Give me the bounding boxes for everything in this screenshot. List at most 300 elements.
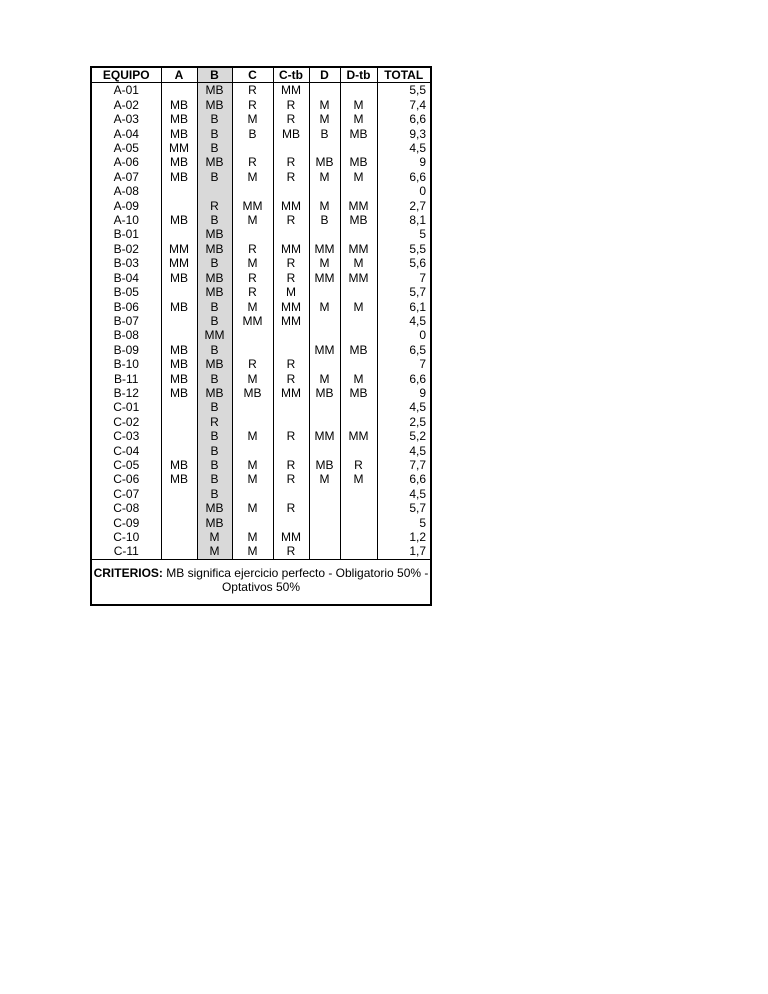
cell-d-tb: MM xyxy=(340,271,377,285)
cell-equipo: B-06 xyxy=(92,300,161,314)
table-row xyxy=(92,328,430,342)
cell-d: M xyxy=(309,98,340,112)
cell-c: MM xyxy=(232,199,273,213)
cell-total: 5 xyxy=(419,515,426,530)
cell-d-tb xyxy=(340,516,377,530)
cell-a: MB xyxy=(161,300,197,314)
table-row xyxy=(92,213,430,227)
cell-total: 6,6 xyxy=(409,472,426,487)
table-row xyxy=(92,98,430,112)
cell-d xyxy=(309,184,340,198)
cell-c: MB xyxy=(232,386,273,400)
cell-a xyxy=(161,227,197,241)
cell-a xyxy=(161,501,197,515)
cell-c: M xyxy=(232,429,273,443)
cell-d: MM xyxy=(309,429,340,443)
table-row xyxy=(92,256,430,270)
cell-c xyxy=(232,516,273,530)
cell-b: MB xyxy=(197,285,232,299)
cell-d-tb: M xyxy=(340,256,377,270)
cell-c: M xyxy=(232,458,273,472)
column-header-c-tb: C-tb xyxy=(273,68,309,83)
cell-d: MM xyxy=(309,271,340,285)
table-row xyxy=(92,170,430,184)
cell-a: MB xyxy=(161,386,197,400)
cell-total: 5,5 xyxy=(409,241,426,256)
cell-a: MB xyxy=(161,112,197,126)
cell-b: B xyxy=(197,472,232,486)
cell-total: 5,6 xyxy=(409,256,426,271)
cell-b: B xyxy=(197,170,232,184)
column-header-b: B xyxy=(197,68,232,83)
cell-c-tb: MM xyxy=(273,314,309,328)
cell-total: 1,7 xyxy=(377,544,430,559)
grades-sheet xyxy=(90,66,432,606)
cell-c-tb: MM xyxy=(273,242,309,256)
cell-equipo: A-02 xyxy=(92,98,161,112)
table-row xyxy=(92,155,430,169)
cell-equipo: A-04 xyxy=(92,127,161,141)
cell-total: 4,5 xyxy=(409,400,426,415)
cell-equipo: A-06 xyxy=(92,155,161,169)
table-row xyxy=(92,112,430,126)
cell-d: M xyxy=(309,170,340,184)
cell-d-tb xyxy=(340,415,377,429)
cell-total: 9 xyxy=(419,155,426,170)
cell-c xyxy=(232,227,273,241)
criteria-text: MB significa ejercicio perfecto - Obligatorio 50% - Optativos 50% xyxy=(166,566,429,594)
cell-equipo: C-07 xyxy=(92,487,161,501)
cell-total: 5,7 xyxy=(409,285,426,300)
cell-c: M xyxy=(232,170,273,184)
cell-c xyxy=(232,343,273,357)
table-row xyxy=(92,487,430,501)
cell-c xyxy=(232,400,273,414)
cell-c-tb xyxy=(273,487,309,501)
cell-d xyxy=(309,83,340,98)
cell-c-tb: MM xyxy=(273,530,309,544)
cell-equipo: B-05 xyxy=(92,285,161,299)
cell-a: MB xyxy=(161,213,197,227)
cell-total: 4,5 xyxy=(409,443,426,458)
cell-a: MB xyxy=(161,98,197,112)
cell-c xyxy=(232,184,273,198)
cell-d-tb xyxy=(340,544,377,559)
cell-d-tb xyxy=(340,184,377,198)
table-row xyxy=(92,83,430,98)
cell-total: 5,7 xyxy=(409,501,426,516)
table-row xyxy=(92,458,430,472)
cell-d-tb: MM xyxy=(340,429,377,443)
cell-b: R xyxy=(197,415,232,429)
cell-c-tb: R xyxy=(273,357,309,371)
cell-d-tb xyxy=(340,314,377,328)
cell-d: M xyxy=(309,199,340,213)
cell-total: 1,2 xyxy=(409,530,426,544)
cell-a xyxy=(161,516,197,530)
cell-total: 0 xyxy=(419,184,426,199)
cell-total: 6,6 xyxy=(409,112,426,127)
cell-d-tb xyxy=(340,285,377,299)
cell-d-tb xyxy=(340,357,377,371)
cell-c-tb: MB xyxy=(273,127,309,141)
cell-equipo: A-01 xyxy=(92,83,161,98)
cell-d-tb: M xyxy=(340,112,377,126)
cell-total: 0 xyxy=(419,328,426,343)
cell-total: 5,2 xyxy=(409,429,426,444)
column-header-d-tb: D-tb xyxy=(340,68,377,83)
grades-body xyxy=(92,83,430,559)
cell-c-tb: R xyxy=(273,458,309,472)
cell-d xyxy=(309,487,340,501)
table-row xyxy=(92,199,430,213)
cell-a xyxy=(161,444,197,458)
column-header-d: D xyxy=(309,68,340,83)
cell-b: B xyxy=(197,429,232,443)
cell-d xyxy=(309,314,340,328)
cell-d-tb: M xyxy=(340,300,377,314)
cell-c: R xyxy=(232,242,273,256)
cell-d xyxy=(309,357,340,371)
cell-c-tb xyxy=(273,227,309,241)
cell-c-tb: R xyxy=(273,256,309,270)
cell-b: MB xyxy=(197,227,232,241)
cell-total: 4,5 xyxy=(409,141,426,156)
cell-equipo: B-10 xyxy=(92,357,161,371)
cell-d-tb xyxy=(340,444,377,458)
cell-d xyxy=(309,285,340,299)
cell-equipo: C-09 xyxy=(92,516,161,530)
cell-b: B xyxy=(197,112,232,126)
cell-d: MB xyxy=(309,155,340,169)
cell-b: B xyxy=(197,127,232,141)
cell-equipo: A-05 xyxy=(92,141,161,155)
cell-a: MB xyxy=(161,357,197,371)
cell-d-tb: MM xyxy=(340,199,377,213)
cell-d: MB xyxy=(309,386,340,400)
table-row xyxy=(92,530,430,544)
table-row xyxy=(92,285,430,299)
cell-d-tb: MB xyxy=(340,343,377,357)
cell-c-tb: R xyxy=(273,170,309,184)
cell-b: B xyxy=(197,458,232,472)
cell-d xyxy=(309,544,340,559)
table-row xyxy=(92,141,430,155)
cell-a xyxy=(161,487,197,501)
cell-equipo: B-07 xyxy=(92,314,161,328)
cell-equipo: B-03 xyxy=(92,256,161,270)
cell-equipo: A-09 xyxy=(92,199,161,213)
cell-b: B xyxy=(197,343,232,357)
cell-b: MB xyxy=(197,357,232,371)
cell-a xyxy=(161,184,197,198)
cell-c: R xyxy=(232,357,273,371)
cell-equipo: C-05 xyxy=(92,458,161,472)
cell-equipo: A-03 xyxy=(92,112,161,126)
cell-b: MB xyxy=(197,516,232,530)
cell-b: R xyxy=(197,199,232,213)
cell-c: B xyxy=(232,127,273,141)
table-row xyxy=(92,501,430,515)
cell-d xyxy=(309,444,340,458)
table-row xyxy=(92,314,430,328)
cell-c: MM xyxy=(232,314,273,328)
cell-c-tb: R xyxy=(273,213,309,227)
cell-b: B xyxy=(197,314,232,328)
cell-a xyxy=(161,199,197,213)
cell-c xyxy=(232,328,273,342)
cell-c: R xyxy=(232,271,273,285)
cell-c-tb: R xyxy=(273,429,309,443)
cell-d-tb: M xyxy=(340,472,377,486)
cell-total: 9 xyxy=(419,385,426,400)
cell-total: 9,3 xyxy=(409,126,426,141)
cell-c-tb: R xyxy=(273,155,309,169)
cell-c-tb xyxy=(273,444,309,458)
cell-b: B xyxy=(197,372,232,386)
cell-b: MB xyxy=(197,271,232,285)
cell-c: M xyxy=(232,530,273,544)
cell-d: B xyxy=(309,127,340,141)
cell-c-tb: R xyxy=(273,544,309,559)
cell-c-tb: R xyxy=(273,112,309,126)
cell-total: 7 xyxy=(419,270,426,285)
cell-c: R xyxy=(232,155,273,169)
cell-total: 5 xyxy=(419,227,426,242)
table-row xyxy=(92,415,430,429)
cell-equipo: B-11 xyxy=(92,372,161,386)
cell-c-tb xyxy=(273,400,309,414)
cell-d-tb: MB xyxy=(340,155,377,169)
cell-b: M xyxy=(197,544,232,559)
cell-a xyxy=(161,285,197,299)
cell-c-tb xyxy=(273,184,309,198)
cell-c: M xyxy=(232,256,273,270)
cell-b: B xyxy=(197,300,232,314)
cell-c-tb: MM xyxy=(273,300,309,314)
cell-a xyxy=(161,415,197,429)
table-row xyxy=(92,343,430,357)
cell-a xyxy=(161,429,197,443)
cell-c-tb xyxy=(273,415,309,429)
cell-b: MB xyxy=(197,98,232,112)
column-header-total: TOTAL xyxy=(377,68,430,83)
cell-b: B xyxy=(197,400,232,414)
table-row xyxy=(92,472,430,486)
cell-b: B xyxy=(197,444,232,458)
cell-d: M xyxy=(309,472,340,486)
cell-total: 8,1 xyxy=(409,213,426,228)
cell-c: R xyxy=(232,98,273,112)
grades-table xyxy=(92,68,430,560)
cell-c xyxy=(232,487,273,501)
cell-a: MM xyxy=(161,256,197,270)
cell-c xyxy=(232,141,273,155)
cell-b: MB xyxy=(197,386,232,400)
cell-total: 2,5 xyxy=(409,414,426,429)
cell-d: MB xyxy=(309,458,340,472)
cell-d xyxy=(309,227,340,241)
table-row xyxy=(92,357,430,371)
cell-c-tb: R xyxy=(273,472,309,486)
cell-equipo: A-08 xyxy=(92,184,161,198)
cell-d-tb: MB xyxy=(340,127,377,141)
cell-a: MM xyxy=(161,141,197,155)
cell-total: 5,5 xyxy=(409,83,426,98)
cell-c: M xyxy=(232,501,273,515)
cell-a xyxy=(161,314,197,328)
cell-d: M xyxy=(309,112,340,126)
cell-equipo: C-08 xyxy=(92,501,161,515)
cell-c-tb: R xyxy=(273,501,309,515)
cell-c: M xyxy=(232,213,273,227)
cell-a: MB xyxy=(161,372,197,386)
cell-total: 7 xyxy=(419,357,426,372)
cell-total: 2,7 xyxy=(409,198,426,213)
cell-c-tb: M xyxy=(273,285,309,299)
cell-d-tb xyxy=(340,141,377,155)
cell-total: 6,1 xyxy=(409,299,426,314)
cell-b: B xyxy=(197,256,232,270)
cell-a: MB xyxy=(161,155,197,169)
cell-d xyxy=(309,400,340,414)
cell-a: MB xyxy=(161,170,197,184)
cell-d xyxy=(309,415,340,429)
cell-b: M xyxy=(197,530,232,544)
table-row xyxy=(92,227,430,241)
cell-c: R xyxy=(232,83,273,98)
table-row xyxy=(92,386,430,400)
cell-d: M xyxy=(309,300,340,314)
criteria-note xyxy=(92,566,430,594)
table-row xyxy=(92,544,430,559)
table-row xyxy=(92,242,430,256)
table-row xyxy=(92,516,430,530)
cell-c xyxy=(232,444,273,458)
cell-equipo: B-12 xyxy=(92,386,161,400)
table-row xyxy=(92,300,430,314)
cell-c-tb: R xyxy=(273,372,309,386)
table-row xyxy=(92,184,430,198)
cell-a: MB xyxy=(161,458,197,472)
cell-c xyxy=(232,415,273,429)
cell-c-tb: MM xyxy=(273,83,309,98)
cell-a xyxy=(161,400,197,414)
cell-c-tb xyxy=(273,328,309,342)
cell-d xyxy=(309,501,340,515)
cell-c-tb: MM xyxy=(273,386,309,400)
cell-d: B xyxy=(309,213,340,227)
cell-c: M xyxy=(232,112,273,126)
cell-d-tb xyxy=(340,501,377,515)
cell-equipo: B-09 xyxy=(92,343,161,357)
cell-a xyxy=(161,328,197,342)
cell-equipo: C-02 xyxy=(92,415,161,429)
table-row xyxy=(92,372,430,386)
cell-b: MB xyxy=(197,501,232,515)
cell-b: B xyxy=(197,487,232,501)
cell-b: MB xyxy=(197,83,232,98)
cell-d: MM xyxy=(309,343,340,357)
column-header-a: A xyxy=(161,68,197,83)
cell-equipo: B-02 xyxy=(92,242,161,256)
cell-c: R xyxy=(232,285,273,299)
cell-c: M xyxy=(232,544,273,559)
cell-total: 6,6 xyxy=(409,371,426,386)
cell-total: 7,7 xyxy=(409,457,426,472)
cell-a: MB xyxy=(161,343,197,357)
cell-d-tb: M xyxy=(340,372,377,386)
cell-d-tb xyxy=(340,328,377,342)
cell-d-tb: MM xyxy=(340,242,377,256)
cell-b: MB xyxy=(197,155,232,169)
cell-c: M xyxy=(232,300,273,314)
cell-d: MM xyxy=(309,242,340,256)
cell-c-tb: R xyxy=(273,271,309,285)
table-row xyxy=(92,429,430,443)
cell-a: MB xyxy=(161,127,197,141)
cell-equipo: C-06 xyxy=(92,472,161,486)
cell-d: M xyxy=(309,372,340,386)
cell-b: MM xyxy=(197,328,232,342)
cell-equipo: C-01 xyxy=(92,400,161,414)
cell-total: 6,6 xyxy=(409,169,426,184)
cell-equipo: C-10 xyxy=(92,530,161,544)
cell-equipo: B-04 xyxy=(92,271,161,285)
column-header-c: C xyxy=(232,68,273,83)
cell-c: M xyxy=(232,372,273,386)
cell-a: MM xyxy=(161,242,197,256)
cell-d-tb: M xyxy=(340,98,377,112)
table-row xyxy=(92,271,430,285)
cell-a: MB xyxy=(161,472,197,486)
cell-equipo: C-03 xyxy=(92,429,161,443)
cell-total: 4,5 xyxy=(409,313,426,328)
cell-b: B xyxy=(197,141,232,155)
cell-c: M xyxy=(232,472,273,486)
cell-d-tb xyxy=(340,227,377,241)
cell-d-tb xyxy=(340,530,377,544)
cell-equipo: B-01 xyxy=(92,227,161,241)
cell-d-tb: MB xyxy=(340,213,377,227)
criteria-label: CRITERIOS: xyxy=(93,566,163,580)
cell-d-tb: MB xyxy=(340,386,377,400)
cell-b: B xyxy=(197,213,232,227)
cell-d-tb xyxy=(340,487,377,501)
column-header-equipo: EQUIPO xyxy=(92,68,161,83)
cell-total: 6,5 xyxy=(409,342,426,357)
cell-d-tb: R xyxy=(340,458,377,472)
table-row xyxy=(92,400,430,414)
cell-d xyxy=(309,141,340,155)
cell-a xyxy=(161,83,197,98)
cell-c-tb: MM xyxy=(273,199,309,213)
cell-equipo: A-10 xyxy=(92,213,161,227)
cell-d-tb xyxy=(340,400,377,414)
cell-d-tb: M xyxy=(340,170,377,184)
cell-d xyxy=(309,328,340,342)
cell-a: MB xyxy=(161,271,197,285)
cell-a xyxy=(161,530,197,544)
cell-d xyxy=(309,530,340,544)
cell-c-tb xyxy=(273,141,309,155)
cell-c-tb xyxy=(273,516,309,530)
cell-equipo: C-04 xyxy=(92,444,161,458)
cell-b xyxy=(197,184,232,198)
cell-equipo: C-11 xyxy=(92,544,161,559)
cell-total: 4,5 xyxy=(409,486,426,501)
cell-b: MB xyxy=(197,242,232,256)
